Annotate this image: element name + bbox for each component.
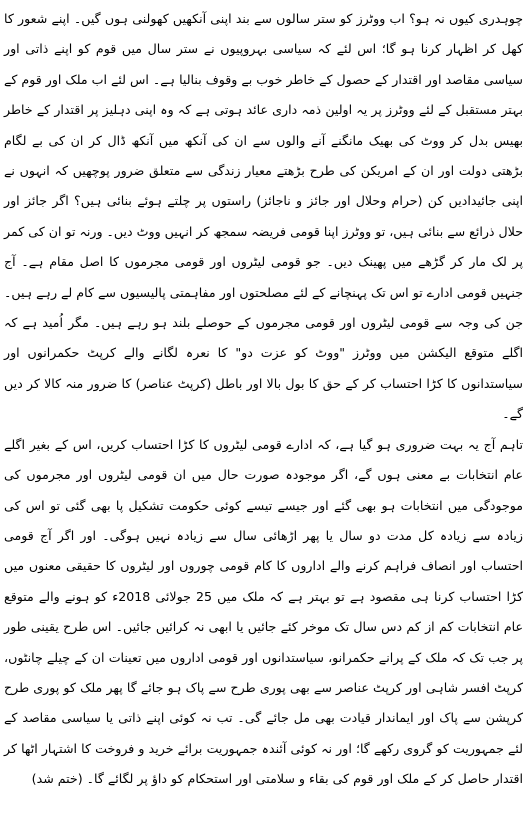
- article-page: [4, 4, 523, 814]
- closing-mark: (ختم شد): [31, 771, 83, 787]
- article-paragraph-1: چوہدری کیوں نہ ہو؟ اب ووٹرز کو ستر سالوں سے بند اپنی آنکھیں کھولنی ہوں گیں۔ اپنے شعور کا کھل کر اظہار کرنا ہو گا؛ اس لئے کہ سیاسی بہروپیوں نے ستر سال میں قوم کو اپنے ذاتی اور سیاسی مقاصد اور اقتدار کے حصول کے خاطر خوب بے وقوف بنالیا ہے۔ اس لئے اب ملک اور قوم کے بہتر مستقبل کے لئے ووٹرز پر یہ اولین ذمہ داری عائد ہوتی ہے کہ وہ اپنی دہلیز پر اقتدار کے خاطر بھیس بدل کر ووٹ کی بھیک مانگنے آنے والوں سے ان کی آنکھ میں آنکھ ڈال کر ان کی بے لگام بڑھتی دولت اور ان کے امریکن کی طرح بڑھتے معیار زندگی سے متعلق ضرور پوچھیں کہ انہوں نے اپنی جائیدادیں کن (حرام وحلال اور جائز و ناجائز) راستوں پر چلتے ہوئے بنائی ہیں؟ اگر جائز اور حلال ذرائع سے بنائی ہیں، تو ووٹرز اپنا قومی فریضہ سمجھ کر انہیں ووٹ دیں۔ ورنہ تو ان کی کمر پر لک مار کر گڑھے میں پھینک دیں۔ جو قومی لیٹروں اور قومی مجرموں کا اصل مقام ہے۔ آج جنہیں قومی ادارے تو اس تک پہنچانے کے لئے مصلحتوں اور مفاہمتی پالیسیوں سے کام لے رہے ہیں۔ جن کی وجہ سے قومی لیٹروں اور قومی مجرموں کے حوصلے بلند ہو رہے ہیں۔ مگر اُمید ہے کہ اگلے متوقع الیکشن میں ووٹرز "ووٹ کو عزت دو" کا نعرہ لگانے والے کرپٹ حکمرانوں اور سیاستدانوں کا کڑا احتساب کر کے حق کا بول بالا اور باطل (کرپٹ عناصر) کا ضرور منہ کالا کر دیں گے۔: [4, 11, 523, 422]
- article-paragraph-2-text: تاہم آج یہ بہت ضروری ہو گیا ہے، کہ ادارے قومی لیٹروں کا کڑا احتساب کریں، اس کے بغیر اگلے عام انتخابات بے معنی ہوں گے، اگر موجودہ صورت حال میں ان قومی لیٹروں اور مجرموں کی موجودگی میں انتخابات ہو بھی گئے اور جیسے تیسے کوئی حکومت تشکیل پا بھی گئی تو اس کی زیادہ سے زیادہ کل مدت دو سال یا پھر اڑھائی سال سے زیادہ نہیں ہوگی۔ اور اگر آج قومی احتساب اور انصاف فراہم کرنے والے اداروں کا کام قومی چوروں اور لیٹروں کا حقیقی معنوں میں کڑا احتساب کرنا ہی مقصود ہے تو بہتر ہے کہ ملک میں 25 جولائی 2018ء کو ہونے والے متوقع عام انتخابات کم از کم دس سال تک موخر کئے جائیں یا ابھی نہ کرائیں جائیں۔ اس طرح یقینی طور پر جب تک کہ ملک کے پرانے حکمرانو، سیاستدانوں اور قومی اداروں میں تعینات ان کے چیلے چانٹوں، کرپٹ افسر شاہی اور کرپٹ عناصر سے بھی پوری طرح سے پاک ہو جائے گا پھر ملک کو پوری طرح کرپشن سے پاک اور ایماندار قیادت بھی مل جائے گی۔ تب نہ کوئی اپنے ذاتی یا سیاسی مقاصد کے لئے جمہوریت کو گروی رکھے گا؛ اور نہ کوئی آئندہ جمہوریت برائے خرید و فروخت کا اشتہار اٹھا کر اقتدار حاصل کر کے ملک اور قوم کی بقاء و سلامتی اور استحکام کو داؤ پر لگائے گا۔: [4, 436, 523, 787]
- article-paragraph-2: [4, 430, 523, 795]
